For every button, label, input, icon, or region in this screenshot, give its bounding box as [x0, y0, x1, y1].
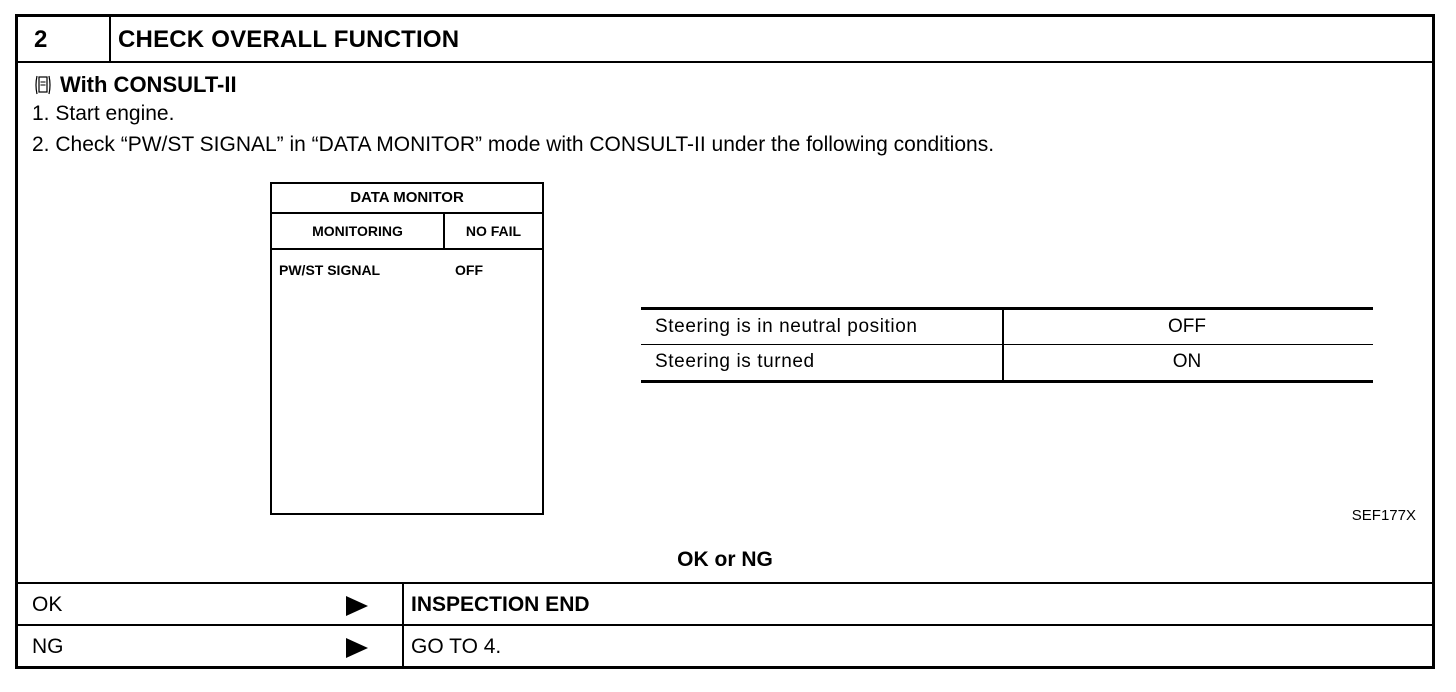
header-divider	[109, 17, 111, 61]
data-monitor-screen	[270, 182, 544, 515]
data-monitor-title: DATA MONITOR	[272, 184, 542, 214]
inspection-step-frame	[15, 14, 1435, 669]
step-header	[18, 17, 1432, 63]
condition-row	[641, 345, 1373, 380]
condition-value: OFF	[1168, 316, 1206, 337]
decision-label: OK or NG	[677, 548, 773, 571]
no-fail-status: NO FAIL	[465, 223, 522, 239]
result-action: GO TO 4.	[411, 635, 502, 658]
condition-table	[641, 307, 1373, 383]
monitor-item-name: PW/ST SIGNAL	[279, 262, 381, 278]
result-label: OK	[32, 593, 63, 616]
instruction-step-2: 2. Check “PW/ST SIGNAL” in “DATA MONITOR” mode with CONSULT-II under the following conditions.	[32, 133, 995, 156]
condition-row	[641, 310, 1373, 345]
consult-mode-heading	[32, 72, 237, 98]
figure-reference: SEF177X	[1351, 507, 1416, 524]
data-monitor-status-row	[272, 214, 542, 250]
arrow-right-icon	[344, 595, 370, 617]
step-number: 2	[34, 26, 48, 53]
result-label: NG	[32, 635, 64, 658]
result-divider	[402, 584, 404, 624]
result-action: INSPECTION END	[411, 593, 590, 616]
result-row-ok	[18, 582, 1432, 624]
arrow-right-icon	[344, 637, 370, 659]
condition-value: ON	[1172, 351, 1202, 372]
instruction-step-1: 1. Start engine.	[32, 102, 175, 125]
monitor-item-value: OFF	[455, 262, 483, 278]
condition-text: Steering is in neutral position	[655, 316, 918, 337]
consult-tool-icon	[32, 73, 54, 97]
mode-label: With CONSULT-II	[60, 72, 237, 97]
result-divider	[402, 626, 404, 666]
monitoring-label: MONITORING	[272, 214, 445, 248]
result-row-ng	[18, 624, 1432, 666]
step-title: CHECK OVERALL FUNCTION	[118, 26, 460, 53]
condition-text: Steering is turned	[655, 351, 815, 372]
